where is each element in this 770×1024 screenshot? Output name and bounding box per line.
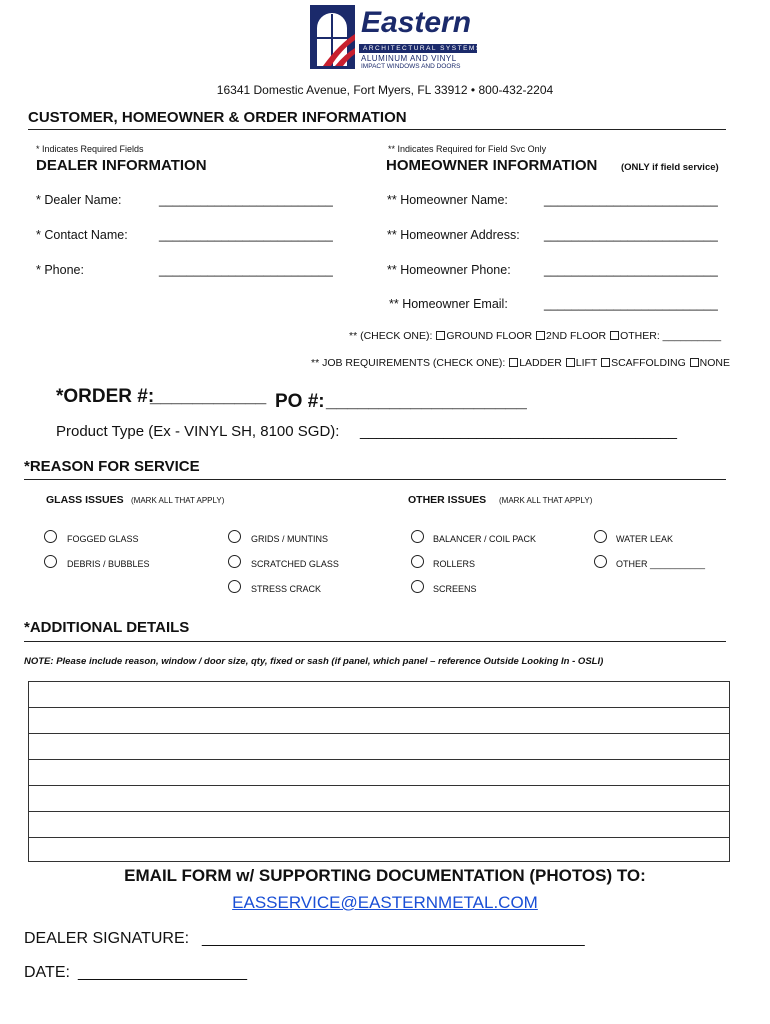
details-line: [29, 785, 729, 786]
details-line: [29, 707, 729, 708]
company-address: 16341 Domestic Avenue, Fort Myers, FL 33912 • 800-432-2204: [216, 83, 554, 97]
lift-checkbox[interactable]: [566, 358, 575, 367]
homeowner-name-field[interactable]: _________________________: [544, 193, 718, 207]
lift-label: LIFT: [575, 357, 598, 369]
other-floor-checkbox[interactable]: [610, 331, 619, 340]
details-divider: [24, 641, 726, 642]
balancer-coil-pack-radio[interactable]: [411, 530, 424, 543]
dealer-name-label: * Dealer Name:: [36, 193, 122, 207]
fogged-glass-label: FOGGED GLASS: [67, 534, 139, 544]
grids-muntins-label: GRIDS / MUNTINS: [251, 534, 329, 544]
date-field[interactable]: ___________________: [78, 964, 248, 981]
stress-crack-radio[interactable]: [228, 580, 241, 593]
other-floor-label: OTHER: __________: [620, 330, 722, 342]
other-issue-label: OTHER ___________: [616, 559, 706, 569]
floor-check-row: [349, 330, 721, 342]
logo-line1: ARCHITECTURAL SYSTEMS: [363, 45, 482, 52]
stress-crack-label: STRESS CRACK: [251, 584, 322, 594]
rollers-label: ROLLERS: [433, 559, 476, 569]
ground-floor-label: GROUND FLOOR: [446, 330, 533, 342]
other-issues-note: (MARK ALL THAT APPLY): [499, 496, 593, 505]
other-issues-title: OTHER ISSUES: [408, 494, 487, 506]
water-leak-label: WATER LEAK: [616, 534, 674, 544]
glass-issues-note: (MARK ALL THAT APPLY): [131, 496, 225, 505]
details-line: [29, 811, 729, 812]
scratched-glass-label: SCRATCHED GLASS: [251, 559, 339, 569]
glass-issues-title: GLASS ISSUES: [46, 494, 124, 506]
homeowner-name-label: ** Homeowner Name:: [387, 193, 508, 207]
logo-line3: IMPACT WINDOWS AND DOORS: [361, 63, 461, 70]
floor-check-label: ** (CHECK ONE):: [349, 330, 433, 342]
service-email-link[interactable]: EASSERVICE@EASTERNMETAL.COM: [232, 893, 538, 912]
balancer-coil-pack-label: BALANCER / COIL PACK: [433, 534, 537, 544]
logo-line2: ALUMINUM AND VINYL: [361, 54, 457, 63]
contact-name-field[interactable]: _________________________: [159, 228, 333, 242]
homeowner-address-field[interactable]: _________________________: [544, 228, 718, 242]
product-type-field[interactable]: ______________________________________: [360, 423, 678, 440]
product-type-label: Product Type (Ex - VINYL SH, 8100 SGD):: [56, 423, 340, 440]
none-label: NONE: [699, 357, 731, 369]
homeowner-phone-label: ** Homeowner Phone:: [387, 263, 511, 277]
rollers-radio[interactable]: [411, 555, 424, 568]
homeowner-info-title: HOMEOWNER INFORMATION: [386, 157, 598, 174]
debris-bubbles-radio[interactable]: [44, 555, 57, 568]
grids-muntins-radio[interactable]: [228, 530, 241, 543]
scaffolding-label: SCAFFOLDING: [611, 357, 686, 369]
scaffolding-checkbox[interactable]: [601, 358, 610, 367]
homeowner-email-label: ** Homeowner Email:: [389, 297, 508, 311]
job-requirements-label: ** JOB REQUIREMENTS (CHECK ONE):: [311, 357, 506, 369]
screens-radio[interactable]: [411, 580, 424, 593]
date-label: DATE:: [24, 964, 70, 981]
ground-floor-checkbox[interactable]: [436, 331, 445, 340]
details-note: NOTE: Please include reason, window / door size, qty, fixed or sash (if panel, which panel – reference Outside Looking In - OSLI): [24, 656, 604, 667]
homeowner-address-label: ** Homeowner Address:: [387, 228, 520, 242]
screens-label: SCREENS: [433, 584, 477, 594]
other-issue-radio[interactable]: [594, 555, 607, 568]
required-note: * Indicates Required Fields: [36, 144, 144, 154]
phone-field[interactable]: _________________________: [159, 263, 333, 277]
po-number-label: PO #:: [275, 391, 325, 412]
additional-details-title: *ADDITIONAL DETAILS: [24, 619, 190, 636]
details-line: [29, 837, 729, 838]
details-line: [29, 733, 729, 734]
reason-title: *REASON FOR SERVICE: [24, 458, 200, 475]
homeowner-only-note: (ONLY if field service): [621, 162, 719, 173]
job-requirements-row: [311, 357, 730, 369]
ladder-label: LADDER: [519, 357, 562, 369]
homeowner-phone-field[interactable]: _________________________: [544, 263, 718, 277]
logo-name: Eastern: [361, 6, 472, 39]
company-logo: [309, 4, 482, 70]
details-text-area[interactable]: [28, 681, 730, 862]
second-floor-label: 2ND FLOOR: [546, 330, 607, 342]
water-leak-radio[interactable]: [594, 530, 607, 543]
fogged-glass-radio[interactable]: [44, 530, 57, 543]
homeowner-email-field[interactable]: _________________________: [544, 297, 718, 311]
phone-label: * Phone:: [36, 263, 84, 277]
field-service-note: ** Indicates Required for Field Svc Only: [388, 144, 547, 154]
none-checkbox[interactable]: [690, 358, 699, 367]
dealer-name-field[interactable]: _________________________: [159, 193, 333, 207]
po-number-field[interactable]: ___________________: [326, 391, 527, 412]
scratched-glass-radio[interactable]: [228, 555, 241, 568]
dealer-info-title: DEALER INFORMATION: [36, 157, 207, 174]
debris-bubbles-label: DEBRIS / BUBBLES: [67, 559, 150, 569]
ladder-checkbox[interactable]: [509, 358, 518, 367]
section-customer-title: CUSTOMER, HOMEOWNER & ORDER INFORMATION: [28, 109, 407, 126]
email-instruction: EMAIL FORM w/ SUPPORTING DOCUMENTATION (PHOTOS) TO:: [124, 866, 646, 885]
details-line: [29, 759, 729, 760]
order-number-field[interactable]: ___________: [150, 386, 267, 407]
reason-divider: [24, 479, 726, 480]
section-divider: [28, 129, 726, 130]
dealer-signature-label: DEALER SIGNATURE:: [24, 930, 190, 947]
second-floor-checkbox[interactable]: [536, 331, 545, 340]
dealer-signature-field[interactable]: ___________________________________________: [202, 930, 585, 947]
contact-name-label: * Contact Name:: [36, 228, 128, 242]
order-number-label: *ORDER #:: [56, 386, 155, 407]
